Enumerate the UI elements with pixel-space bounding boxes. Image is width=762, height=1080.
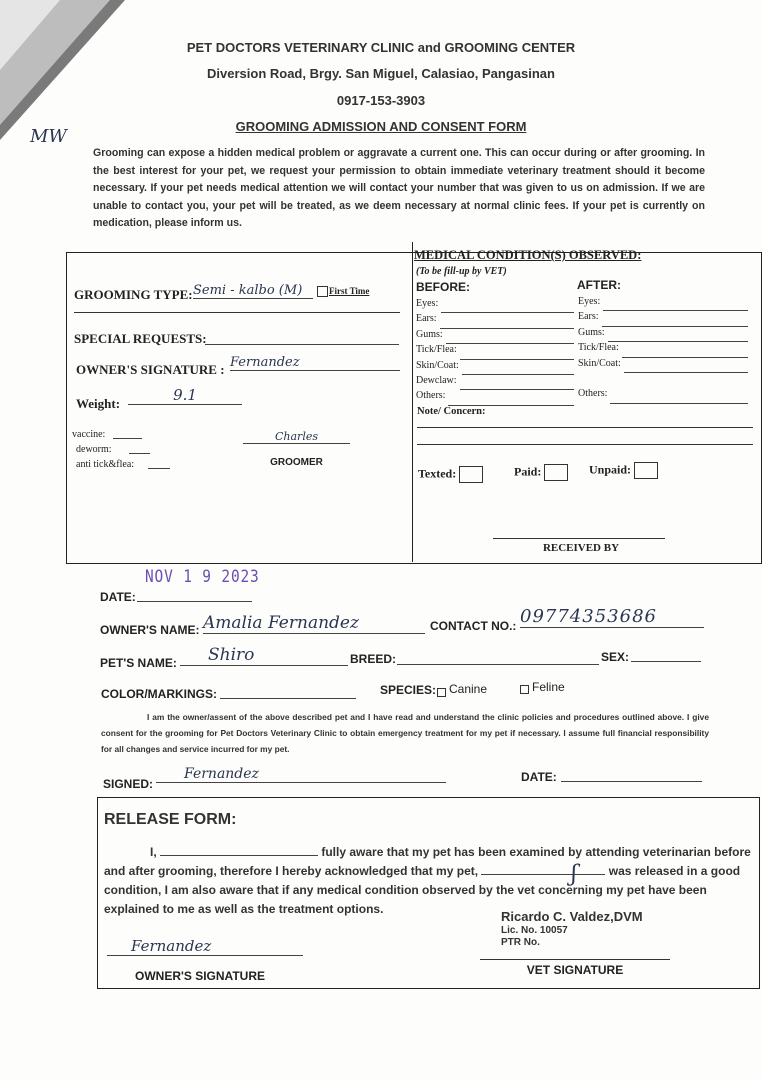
feline-checkbox[interactable]	[520, 685, 529, 694]
box-divider	[412, 242, 413, 562]
before-item: Skin/Coat:	[416, 360, 574, 375]
after-item: Tick/Flea:	[578, 342, 748, 357]
pet-name-label: PET'S NAME:	[100, 656, 177, 670]
color-field[interactable]	[220, 684, 356, 699]
texted-checkbox[interactable]	[459, 466, 483, 483]
contact-value[interactable]: 09774353686	[520, 606, 704, 628]
release-owner-signature[interactable]: Fernandez	[107, 937, 303, 956]
after-label: AFTER:	[577, 278, 621, 292]
anti-tick-label: anti tick&flea:	[76, 459, 135, 470]
contact-label: CONTACT NO.:	[430, 619, 517, 633]
first-time-checkbox[interactable]	[317, 286, 328, 297]
corner-mark: MW	[30, 126, 67, 147]
after-item: Skin/Coat:	[578, 358, 748, 373]
breed-field[interactable]	[397, 650, 599, 665]
clinic-phone: 0917-153-3903	[336, 93, 426, 108]
pet-name-value[interactable]: Shiro	[180, 645, 348, 666]
canine-label: Canine	[449, 682, 488, 696]
release-pet-field[interactable]	[481, 862, 605, 875]
paid-checkbox[interactable]	[544, 464, 568, 481]
anti-tick-field[interactable]	[148, 458, 170, 469]
texted-row	[418, 466, 483, 483]
owner-signature-value[interactable]: Fernandez	[230, 355, 400, 371]
paid-row	[514, 464, 568, 481]
grooming-type-value[interactable]: Semi - kalbo (M)	[193, 283, 313, 299]
after-item: Eyes:	[578, 296, 748, 311]
owner-name-label: OWNER'S NAME:	[100, 623, 200, 637]
color-label: COLOR/MARKINGS:	[101, 687, 217, 701]
after-list	[578, 296, 748, 404]
owner-signature-label: OWNER'S SIGNATURE :	[76, 362, 225, 377]
deworm-field[interactable]	[129, 443, 150, 454]
special-requests-field[interactable]	[205, 330, 399, 345]
grooming-type-label: GROOMING TYPE:	[74, 287, 193, 302]
vaccine-label: vaccine:	[72, 429, 106, 440]
paid-label: Paid:	[514, 464, 542, 479]
clinic-address: Diversion Road, Brgy. San Miguel, Calasiao, Pangasinan	[207, 66, 555, 81]
consent-text: I am the owner/assent of the above described pet and I have read and understand the clinic policies and procedures outlined above. I give consent for the grooming for Pet Doctors Veterinary Clinic to obtain emergency treatment for my pet if necessary. I assume full financial responsibility for all changes and service incurred for my pet.	[101, 712, 709, 754]
release-owner-field[interactable]	[160, 843, 318, 856]
release-text-part: I,	[150, 845, 161, 859]
unpaid-row	[589, 462, 658, 479]
release-text-part: fully aware that my pet has been examined by attending veterinarian before and after grooming, therefore I hereby acknowledged that my pet,	[104, 845, 751, 878]
before-label: BEFORE:	[416, 280, 470, 294]
vet-signature-mark: ʃ	[571, 862, 577, 887]
consent-date-field[interactable]	[561, 767, 702, 782]
vet-name: Ricardo C. Valdez,DVM	[501, 909, 643, 924]
before-item: Tick/Flea:	[416, 344, 574, 359]
signed-label: SIGNED:	[103, 777, 154, 791]
signed-value[interactable]: Fernandez	[156, 766, 446, 783]
before-item: Eyes:	[416, 298, 574, 313]
sex-label: SEX:	[601, 650, 630, 664]
form-title: GROOMING ADMISSION AND CONSENT FORM	[235, 119, 527, 134]
date-label: DATE:	[100, 590, 136, 604]
sex-field[interactable]	[631, 647, 701, 662]
medical-title: MEDICAL CONDITION(S) OBSERVED:	[414, 248, 642, 262]
before-item: Gums:	[416, 329, 574, 344]
note-label: Note/ Concern:	[417, 406, 486, 417]
intro-text: Grooming can expose a hidden medical problem or aggravate a current one. This can occur during or after grooming. In the best interest for your pet, we request your permission to obtain immediate veterinary treatment should it become necessary. If your pet needs medical attention we will contact your number that was given to us on admission. If we are unable to contact you, your pet will be treated, as we deem necessary at normal clinic fees. If your pet is currently on medication, please inform us.	[93, 147, 705, 229]
groomer-label: GROOMER	[270, 457, 323, 468]
date-field[interactable]	[137, 587, 252, 602]
species-label: SPECIES:	[380, 683, 437, 697]
groomer-value[interactable]: Charles	[243, 430, 350, 444]
vet-sig-label: VET SIGNATURE	[526, 963, 624, 977]
release-text	[104, 843, 756, 919]
feline-label: Feline	[532, 680, 565, 694]
received-by-label: RECEIVED BY	[542, 542, 620, 554]
clinic-name: PET DOCTORS VETERINARY CLINIC and GROOMING CENTER	[186, 40, 576, 55]
before-list	[416, 298, 574, 406]
unpaid-checkbox[interactable]	[634, 462, 658, 479]
before-item: Ears:	[416, 313, 574, 328]
before-item: Dewclaw:	[416, 375, 574, 390]
weight-label: Weight:	[76, 396, 121, 411]
consent-date-label: DATE:	[521, 770, 557, 784]
vet-license: Lic. No. 10057	[501, 925, 568, 936]
deworm-label: deworm:	[76, 444, 112, 455]
weight-value[interactable]: 9.1	[128, 386, 242, 405]
first-time-label: First Time	[329, 286, 370, 296]
after-item: Gums:	[578, 327, 748, 342]
vet-ptr: PTR No.	[501, 937, 540, 948]
after-item: Others:	[578, 388, 748, 403]
canine-checkbox[interactable]	[437, 688, 446, 697]
texted-label: Texted:	[418, 466, 457, 481]
owner-name-value[interactable]: Amalia Fernandez	[203, 613, 425, 634]
before-item: Others:	[416, 390, 574, 405]
after-item: Ears:	[578, 311, 748, 326]
unpaid-label: Unpaid:	[589, 462, 632, 477]
special-requests-label: SPECIAL REQUESTS:	[74, 331, 207, 346]
medical-subtitle: (To be fill-up by VET)	[416, 266, 507, 277]
release-text-part: was released in a good condition, I am also aware that if any medical condition observed by the vet concerning my pet have been explained to me as well as the treatment options.	[104, 864, 741, 916]
release-owner-sig-label: OWNER'S SIGNATURE	[135, 969, 265, 983]
breed-label: BREED:	[350, 652, 397, 666]
release-title: RELEASE FORM:	[104, 811, 237, 828]
date-stamp: NOV 1 9 2023	[145, 567, 260, 587]
vaccine-field[interactable]	[113, 428, 142, 439]
